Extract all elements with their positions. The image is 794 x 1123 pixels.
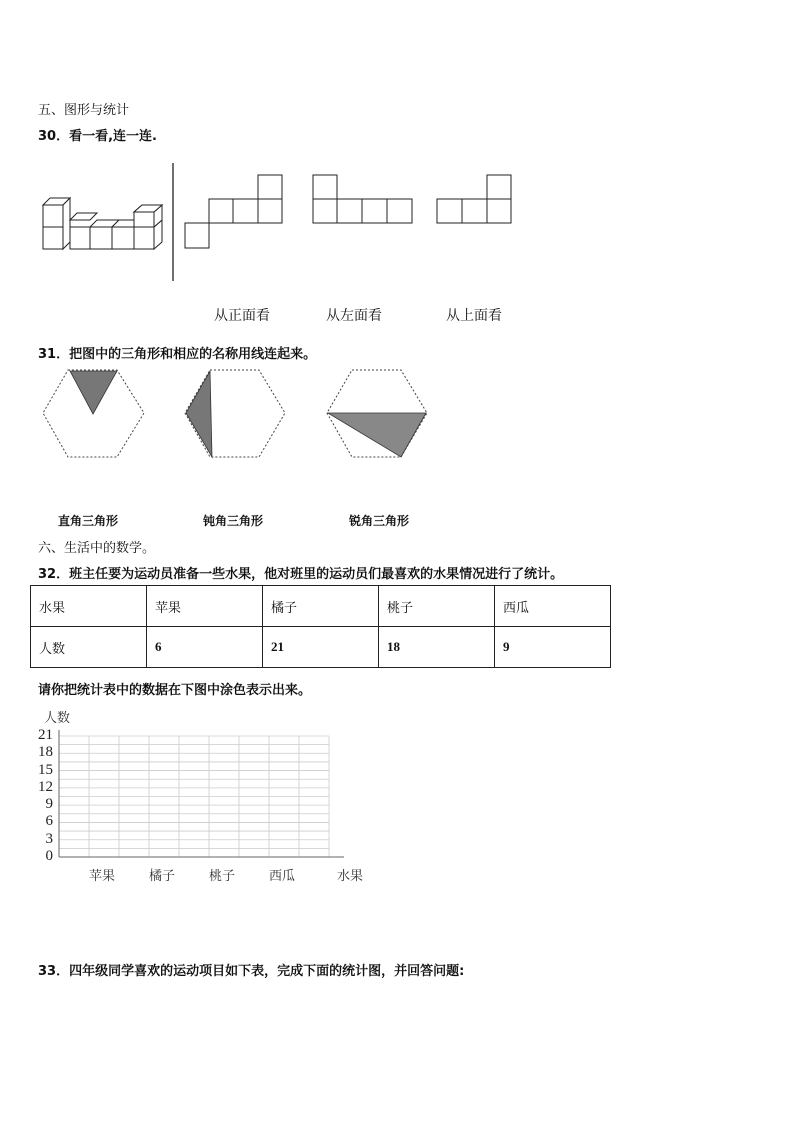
view-label-front: 从正面看	[214, 308, 270, 324]
y-tick-label: 0	[45, 848, 53, 864]
table-cell: 21	[263, 627, 379, 668]
table-cell: 西瓜	[495, 586, 611, 627]
question-31-prompt: 31．把图中的三角形和相应的名称用线连起来。	[38, 347, 317, 362]
view-shape-2	[313, 175, 412, 223]
table-cell: 9	[495, 627, 611, 668]
q30-figures	[30, 155, 550, 290]
question-32-prompt: 32．班主任要为运动员准备一些水果，他对班里的运动员们最喜欢的水果情况进行了统计。	[38, 567, 564, 582]
section-title-6: 六、生活中的数学。	[38, 541, 156, 556]
x-tick-label: 橘子	[149, 869, 176, 884]
triangle-obtuse	[186, 371, 212, 457]
triangle-name-acute: 锐角三角形	[349, 514, 410, 528]
cube-stack-figure	[43, 198, 162, 249]
table-cell: 橘子	[263, 586, 379, 627]
y-tick-label: 18	[38, 744, 53, 761]
y-tick-label: 15	[38, 761, 53, 778]
y-tick-label: 6	[45, 813, 53, 830]
table-row	[31, 586, 611, 627]
table-cell: 桃子	[379, 586, 495, 627]
question-33-prompt: 33．四年级同学喜欢的运动项目如下表，完成下面的统计图，并回答问题:	[38, 964, 465, 979]
y-tick-label: 21	[38, 727, 53, 743]
view-shape-3	[437, 175, 511, 223]
section-title: 五、图形与统计	[38, 103, 130, 118]
fruit-table	[30, 585, 611, 668]
view-label-left: 从左面看	[326, 308, 382, 324]
q31-hexagons	[40, 365, 440, 465]
chart-grid	[56, 730, 356, 865]
question-32-instruction: 请你把统计表中的数据在下图中涂色表示出来。	[38, 683, 312, 698]
chart-xlabel: 水果	[337, 869, 364, 884]
x-tick-label: 苹果	[89, 869, 116, 884]
table-row	[31, 627, 611, 668]
y-tick-label: 9	[45, 796, 53, 813]
table-cell: 苹果	[147, 586, 263, 627]
view-label-top: 从上面看	[446, 308, 502, 324]
question-30-prompt: 30．看一看,连一连.	[38, 129, 157, 144]
table-cell: 水果	[31, 586, 147, 627]
table-cell: 人数	[31, 627, 147, 668]
y-tick-label: 12	[38, 778, 53, 795]
chart-ylabel: 人数	[44, 711, 71, 726]
x-tick-label: 桃子	[209, 869, 236, 884]
triangle-name-right: 直角三角形	[58, 514, 119, 528]
triangle-name-obtuse: 钝角三角形	[203, 514, 264, 528]
x-tick-label: 西瓜	[269, 869, 296, 884]
table-cell: 6	[147, 627, 263, 668]
y-tick-label: 3	[45, 830, 53, 847]
view-shape-1	[185, 175, 282, 248]
table-cell: 18	[379, 627, 495, 668]
